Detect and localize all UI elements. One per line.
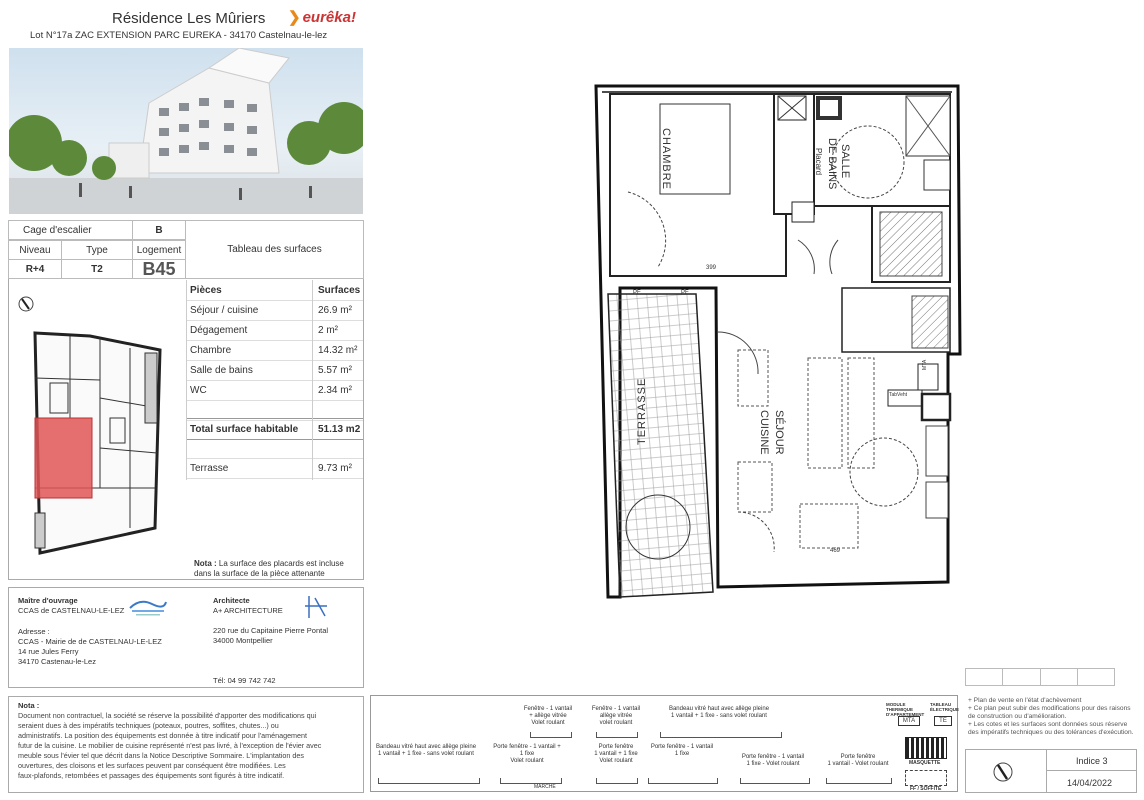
row-piece: Chambre [190,345,232,356]
row-surface: 5.57 m² [318,365,352,376]
room-label-placard: Placard [814,148,823,176]
surfaces-header [186,280,363,301]
scale-segment [1078,669,1114,685]
room-label-cuisine: CUISINE [758,410,770,455]
note-line: + Ce plan peut subir des modifications pour des raisons de construction ou d'amélioration. [968,705,1131,720]
pf-label: PF [681,290,689,296]
owner-address-line: 34170 Castenau-le-Lez [18,657,96,666]
legend-window-symbol [660,732,782,738]
indice-label: Indice 3 [1076,756,1108,766]
tableau-surfaces-title: Tableau des surfaces [185,220,364,279]
nota-line: faux-plafonds, retombées et passages des équipements sont figurés à titre indicatif. [18,771,285,780]
room-label-terrasse: TERRASSE [636,377,648,445]
north-arrow-icon [992,761,1014,783]
table-row-empty [186,438,363,459]
table-row [186,380,363,401]
nota-line: seraient dues à des impératifs techniques (poteaux, poutres, soffites, chutes...) ou [18,721,279,730]
te-symbol: TE [934,716,952,726]
nota-line: futur de la cuisine. Le mobilier de cuisine représenté n'est pas livré, à l'exception de l'évier avec [18,741,322,750]
legend-window-symbol [826,778,892,784]
col-surfaces: Surfaces [318,285,361,296]
key-plan [30,328,165,556]
nota-line: meuble sous l'évier tel que décrit dans la Notice Descriptive Sommaire. L'implantation des [18,751,304,760]
legend-item: Porte fenêtre - 1 vantail 1 fixe - Volet roulant [741,754,805,767]
type-label: Type [61,240,133,260]
row-surface: 14.32 m² [318,345,358,356]
note-text: La surface des placards est incluse dans la surface de la pièce attenante [194,559,344,578]
row-surface: 2.34 m² [318,385,352,396]
module-thermique-label: MODULE THERMIQUE D'APPARTEMENT [886,702,925,717]
nota-line: Document non contractuel, la société se réserve la possibilité d'apporter des modifications qui [18,711,317,720]
row-piece: Dégagement [190,325,248,336]
legend-item: Fenêtre - 1 vantail + allège vitrée Volet roulant [523,706,573,726]
niveau-label: Niveau [8,240,62,260]
masquette-symbol [905,737,947,759]
mta-label: MTA [922,359,928,370]
nota-line: ouvertures, des cloisons et les surfaces peuvent par conséquent être modifiées. Les [18,761,286,770]
terrasse-value: 9.73 m² [318,463,352,474]
scale-segment [1041,669,1078,685]
table-row [186,320,363,341]
mta-symbol: MTA [898,716,920,726]
logement-value: B45 [132,259,186,279]
legend-item: Porte fenêtre - 1 vantail + 1 fixe Volet roulant [493,744,561,764]
tableau-label: TabVeht [889,392,908,398]
row-piece: WC [190,385,207,396]
surfaces-note [194,559,360,579]
marche-label: MARCHE [534,784,556,790]
masquette-label: MASQUETTE [909,760,941,766]
type-value: T2 [61,259,133,279]
indice-divider [1046,749,1047,793]
scale-segment [966,669,1003,685]
col-pieces: Pièces [190,285,222,296]
owner-address-line: 14 rue Jules Ferry [18,647,79,656]
legend-item: Porte fenêtre 1 vantail - Volet roulant [827,754,889,767]
room-label-sejour: SÉJOUR [773,410,785,455]
architect-logo [303,594,329,620]
legend-item: Porte fenêtre - 1 vantail 1 fixe [650,744,714,757]
nota-text [18,711,358,781]
terrasse-label: Terrasse [190,463,229,474]
scale-segment [1003,669,1040,685]
tableau-electrique-label: TABLEAU ÉLECTRIQUE [930,702,960,712]
legend-item: Bandeau vitré haut avec allège pleine 1 vantail + 1 fixe - sans volet roulant [375,744,477,757]
owner-address-label: Adresse : [18,627,50,636]
legend-item: Fenêtre - 1 vantail allège vitrée volet roulant [591,706,641,726]
project-subtitle: Lot N°17a ZAC EXTENSION PARC EUREKA - 34170 Castelnau-le-lez [30,30,328,41]
table-divider [312,280,313,480]
total-row [186,418,363,440]
architect-address-line: 220 rue du Capitaine Pierre Pontal [213,626,329,635]
table-row [186,360,363,381]
scale-bar [965,668,1115,686]
note-bold: Nota : [194,559,217,568]
table-divider [186,280,187,480]
owner-label: Maître d'ouvrage [18,596,78,605]
room-label-sdb-1: SALLE [839,144,851,179]
row-surface: 2 m² [318,325,338,336]
notes-right [968,697,1136,737]
legend-item: Porte fenêtre 1 vantail + 1 fixe Volet roulant [594,744,638,764]
floor-plan [588,82,968,602]
table-row [186,340,363,361]
note-line: + Les cotes et les surfaces sont données sous réserve des impératifs techniques ou des tolérances d'exécution. [968,721,1134,736]
row-piece: Séjour / cuisine [190,305,259,316]
total-label: Total surface habitable [190,424,299,435]
logo-chevron-icon: ❯ [288,9,301,26]
room-label-sdb-2: DE BAINS [826,138,838,190]
owner-name: CCAS de CASTELNAU-LE-LEZ [18,606,125,615]
legend-window-symbol [596,732,638,738]
logo-text: eurêka! [302,9,356,26]
eureka-logo [288,8,356,26]
architect-address-line: 34000 Montpellier [213,636,273,645]
building-render-image [9,48,363,214]
note-line: + Plan de vente en l'état d'achèvement [968,697,1082,704]
table-row [186,300,363,321]
dimension-label: 399 [706,265,717,271]
indice-divider [1046,770,1137,771]
soffite-symbol [905,770,947,786]
row-piece: Salle de bains [190,365,253,376]
architect-phone: Tél: 04 99 742 742 [213,676,276,685]
room-label-chambre: CHAMBRE [660,128,672,191]
castelnau-logo [128,596,168,618]
nota-line: administratifs. La position des équipements est donnée à titre indicatif pour l'aménagement [18,731,308,740]
pf-label: PF [633,290,641,296]
legend-window-symbol [596,778,638,784]
legend-window-symbol [378,778,480,784]
nota-title: Nota : [18,701,40,710]
project-title: Résidence Les Mûriers [112,10,266,27]
legend-window-symbol [740,778,810,784]
legend-item: Bandeau vitré haut avec allège pleine 1 vantail + 1 fixe - sans volet roulant [668,706,770,719]
architect-name: A+ ARCHITECTURE [213,606,283,615]
cage-value: B [132,220,186,240]
legend-window-symbol [648,778,718,784]
cage-label: Cage d'escalier [8,220,133,240]
legend-window-symbol [530,732,572,738]
row-surface: 26.9 m² [318,305,352,316]
owner-address-line: CCAS - Mairie de de CASTELNAU-LE-LEZ [18,637,162,646]
date-label: 14/04/2022 [1067,778,1113,788]
ff-soffite-label: FF / SOFFITE [910,786,942,792]
logement-label: Logement [132,240,186,260]
niveau-value: R+4 [8,259,62,279]
total-value: 51.13 m2 [318,424,361,435]
dimension-label: 469 [830,548,841,554]
architect-label: Architecte [213,596,250,605]
north-arrow-icon [18,296,34,312]
terrasse-row [186,458,363,479]
